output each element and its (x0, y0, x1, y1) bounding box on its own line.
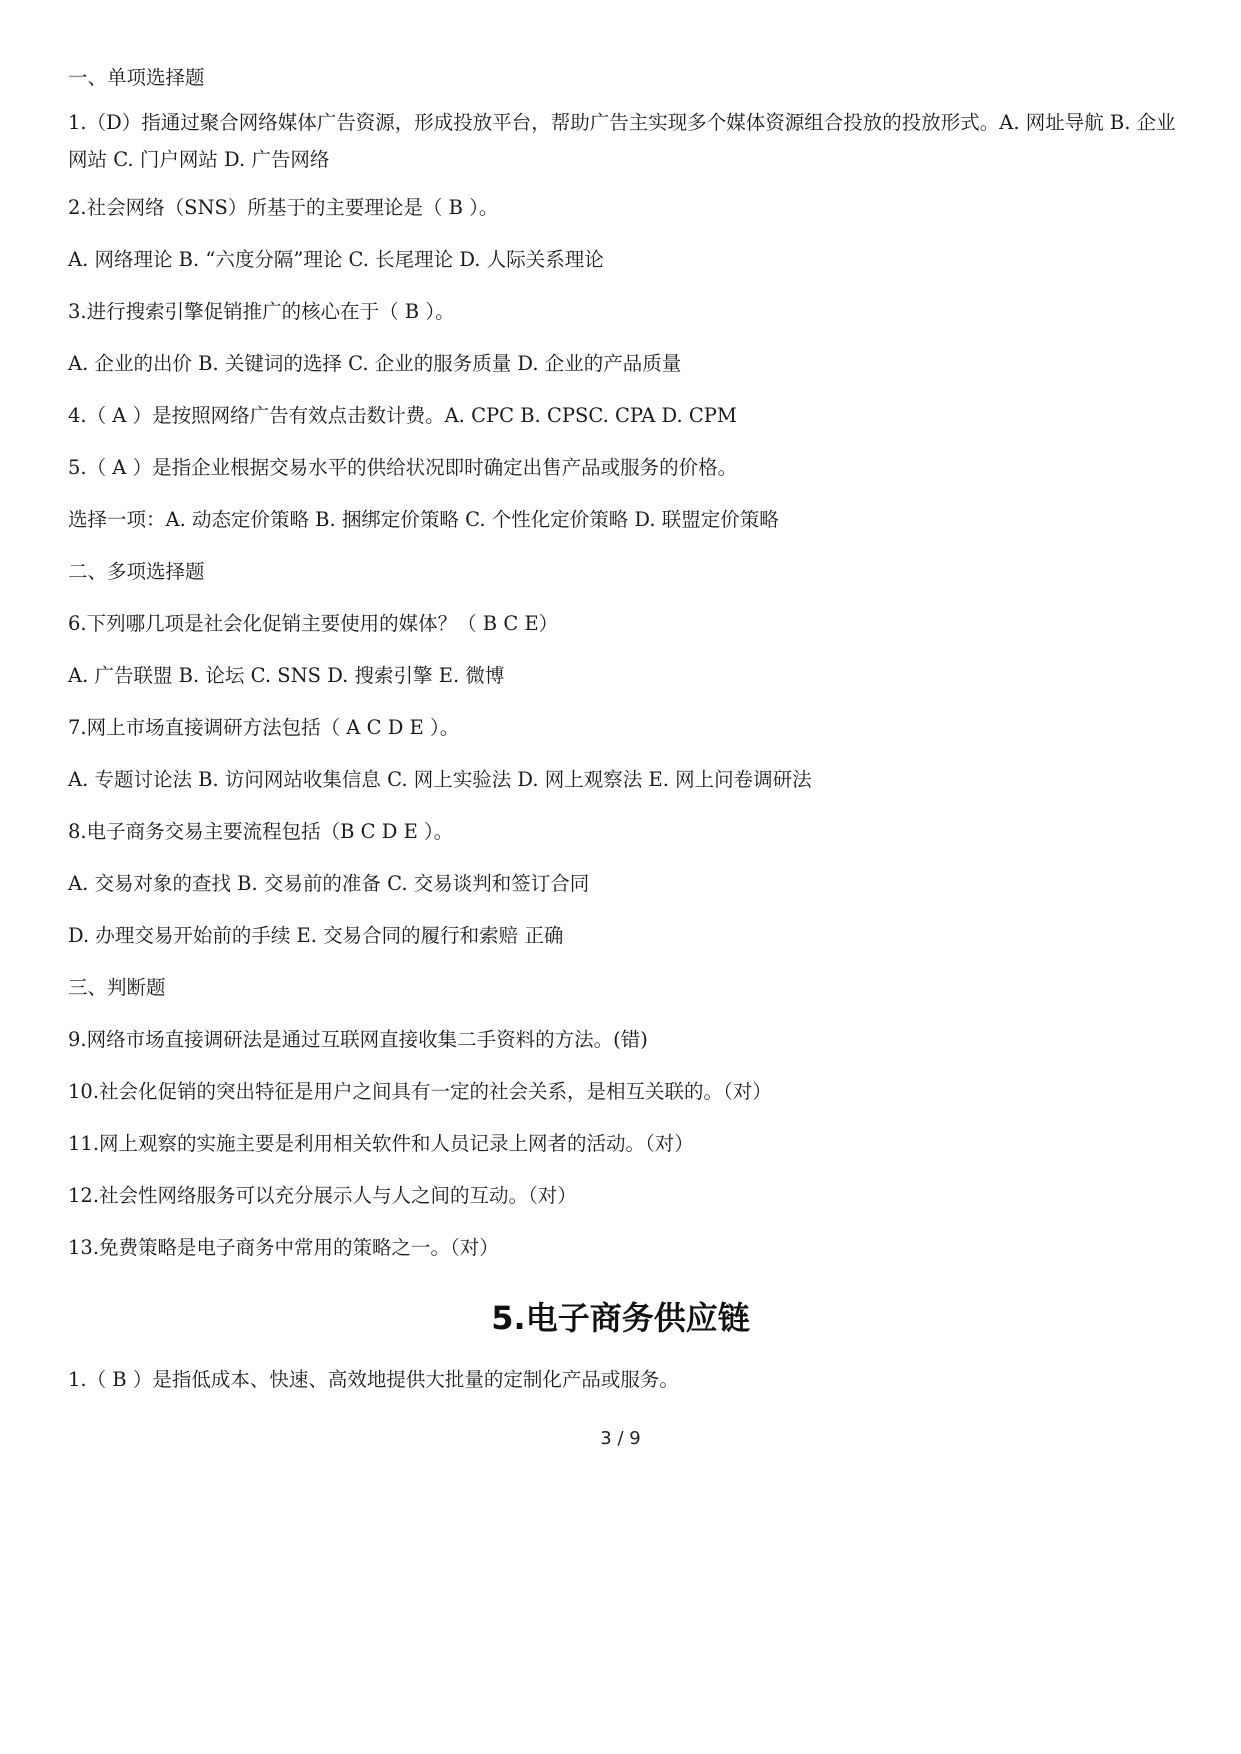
question-7: 7.网上市场直接调研方法包括（ A C D E ）。 (68, 716, 460, 739)
question-8: 8.电子商务交易主要流程包括（B C D E ）。 (68, 820, 454, 843)
question-5: 5.（ A ）是指企业根据交易水平的供给状况即时确定出售产品或服务的价格。 (68, 456, 738, 479)
chapter-heading: 5.电子商务供应链 (491, 1299, 750, 1337)
question-6-options: A. 广告联盟 B. 论坛 C. SNS D. 搜索引擎 E. 微博 (68, 664, 505, 687)
chapter-5-question-1: 1.（ B ）是指低成本、快速、高效地提供大批量的定制化产品或服务。 (68, 1368, 679, 1391)
section-title-single-choice: 一、单项选择题 (68, 66, 205, 89)
section-title-true-false: 三、判断题 (68, 976, 166, 999)
question-8-options-line-2: D. 办理交易开始前的手续 E. 交易合同的履行和索赔 正确 (68, 924, 564, 947)
question-13: 13.免费策略是电子商务中常用的策略之一。（对） (68, 1236, 499, 1259)
question-5-options: 选择一项：A. 动态定价策略 B. 捆绑定价策略 C. 个性化定价策略 D. 联盟定价策略 (68, 508, 779, 531)
section-title-multiple-choice: 二、多项选择题 (68, 560, 205, 583)
question-10: 10.社会化促销的突出特征是用户之间具有一定的社会关系，是相互关联的。（对） (68, 1080, 772, 1103)
question-7-options: A. 专题讨论法 B. 访问网站收集信息 C. 网上实验法 D. 网上观察法 E. 网上问卷调研法 (68, 768, 812, 791)
question-1: 1.（D）指通过聚合网络媒体广告资源，形成投放平台，帮助广告主实现多个媒体资源组合投放的投放形式。A. 网址导航 B. 企业网站 C. 门户网站 D. 广告网络 (68, 111, 1176, 171)
question-12: 12.社会性网络服务可以充分展示人与人之间的互动。（对） (68, 1184, 577, 1207)
question-2-options: A. 网络理论 B. “六度分隔”理论 C. 长尾理论 D. 人际关系理论 (68, 248, 604, 271)
question-9: 9.网络市场直接调研法是通过互联网直接收集二手资料的方法。(错) (68, 1028, 648, 1051)
question-3-options: A. 企业的出价 B. 关键词的选择 C. 企业的服务质量 D. 企业的产品质量 (68, 352, 682, 375)
page-number: 3 / 9 (600, 1428, 641, 1449)
question-2: 2.社会网络（SNS）所基于的主要理论是（ B ）。 (68, 196, 499, 219)
question-4: 4.（ A ）是按照网络广告有效点击数计费。A. CPC B. CPSC. CPA D. CPM (68, 404, 737, 427)
question-11: 11.网上观察的实施主要是利用相关软件和人员记录上网者的活动。（对） (68, 1132, 694, 1155)
question-3: 3.进行搜索引擎促销推广的核心在于（ B ）。 (68, 300, 455, 323)
question-6: 6.下列哪几项是社会化促销主要使用的媒体？（ B C E） (68, 612, 559, 635)
question-8-options-line-1: A. 交易对象的查找 B. 交易前的准备 C. 交易谈判和签订合同 (68, 872, 590, 895)
